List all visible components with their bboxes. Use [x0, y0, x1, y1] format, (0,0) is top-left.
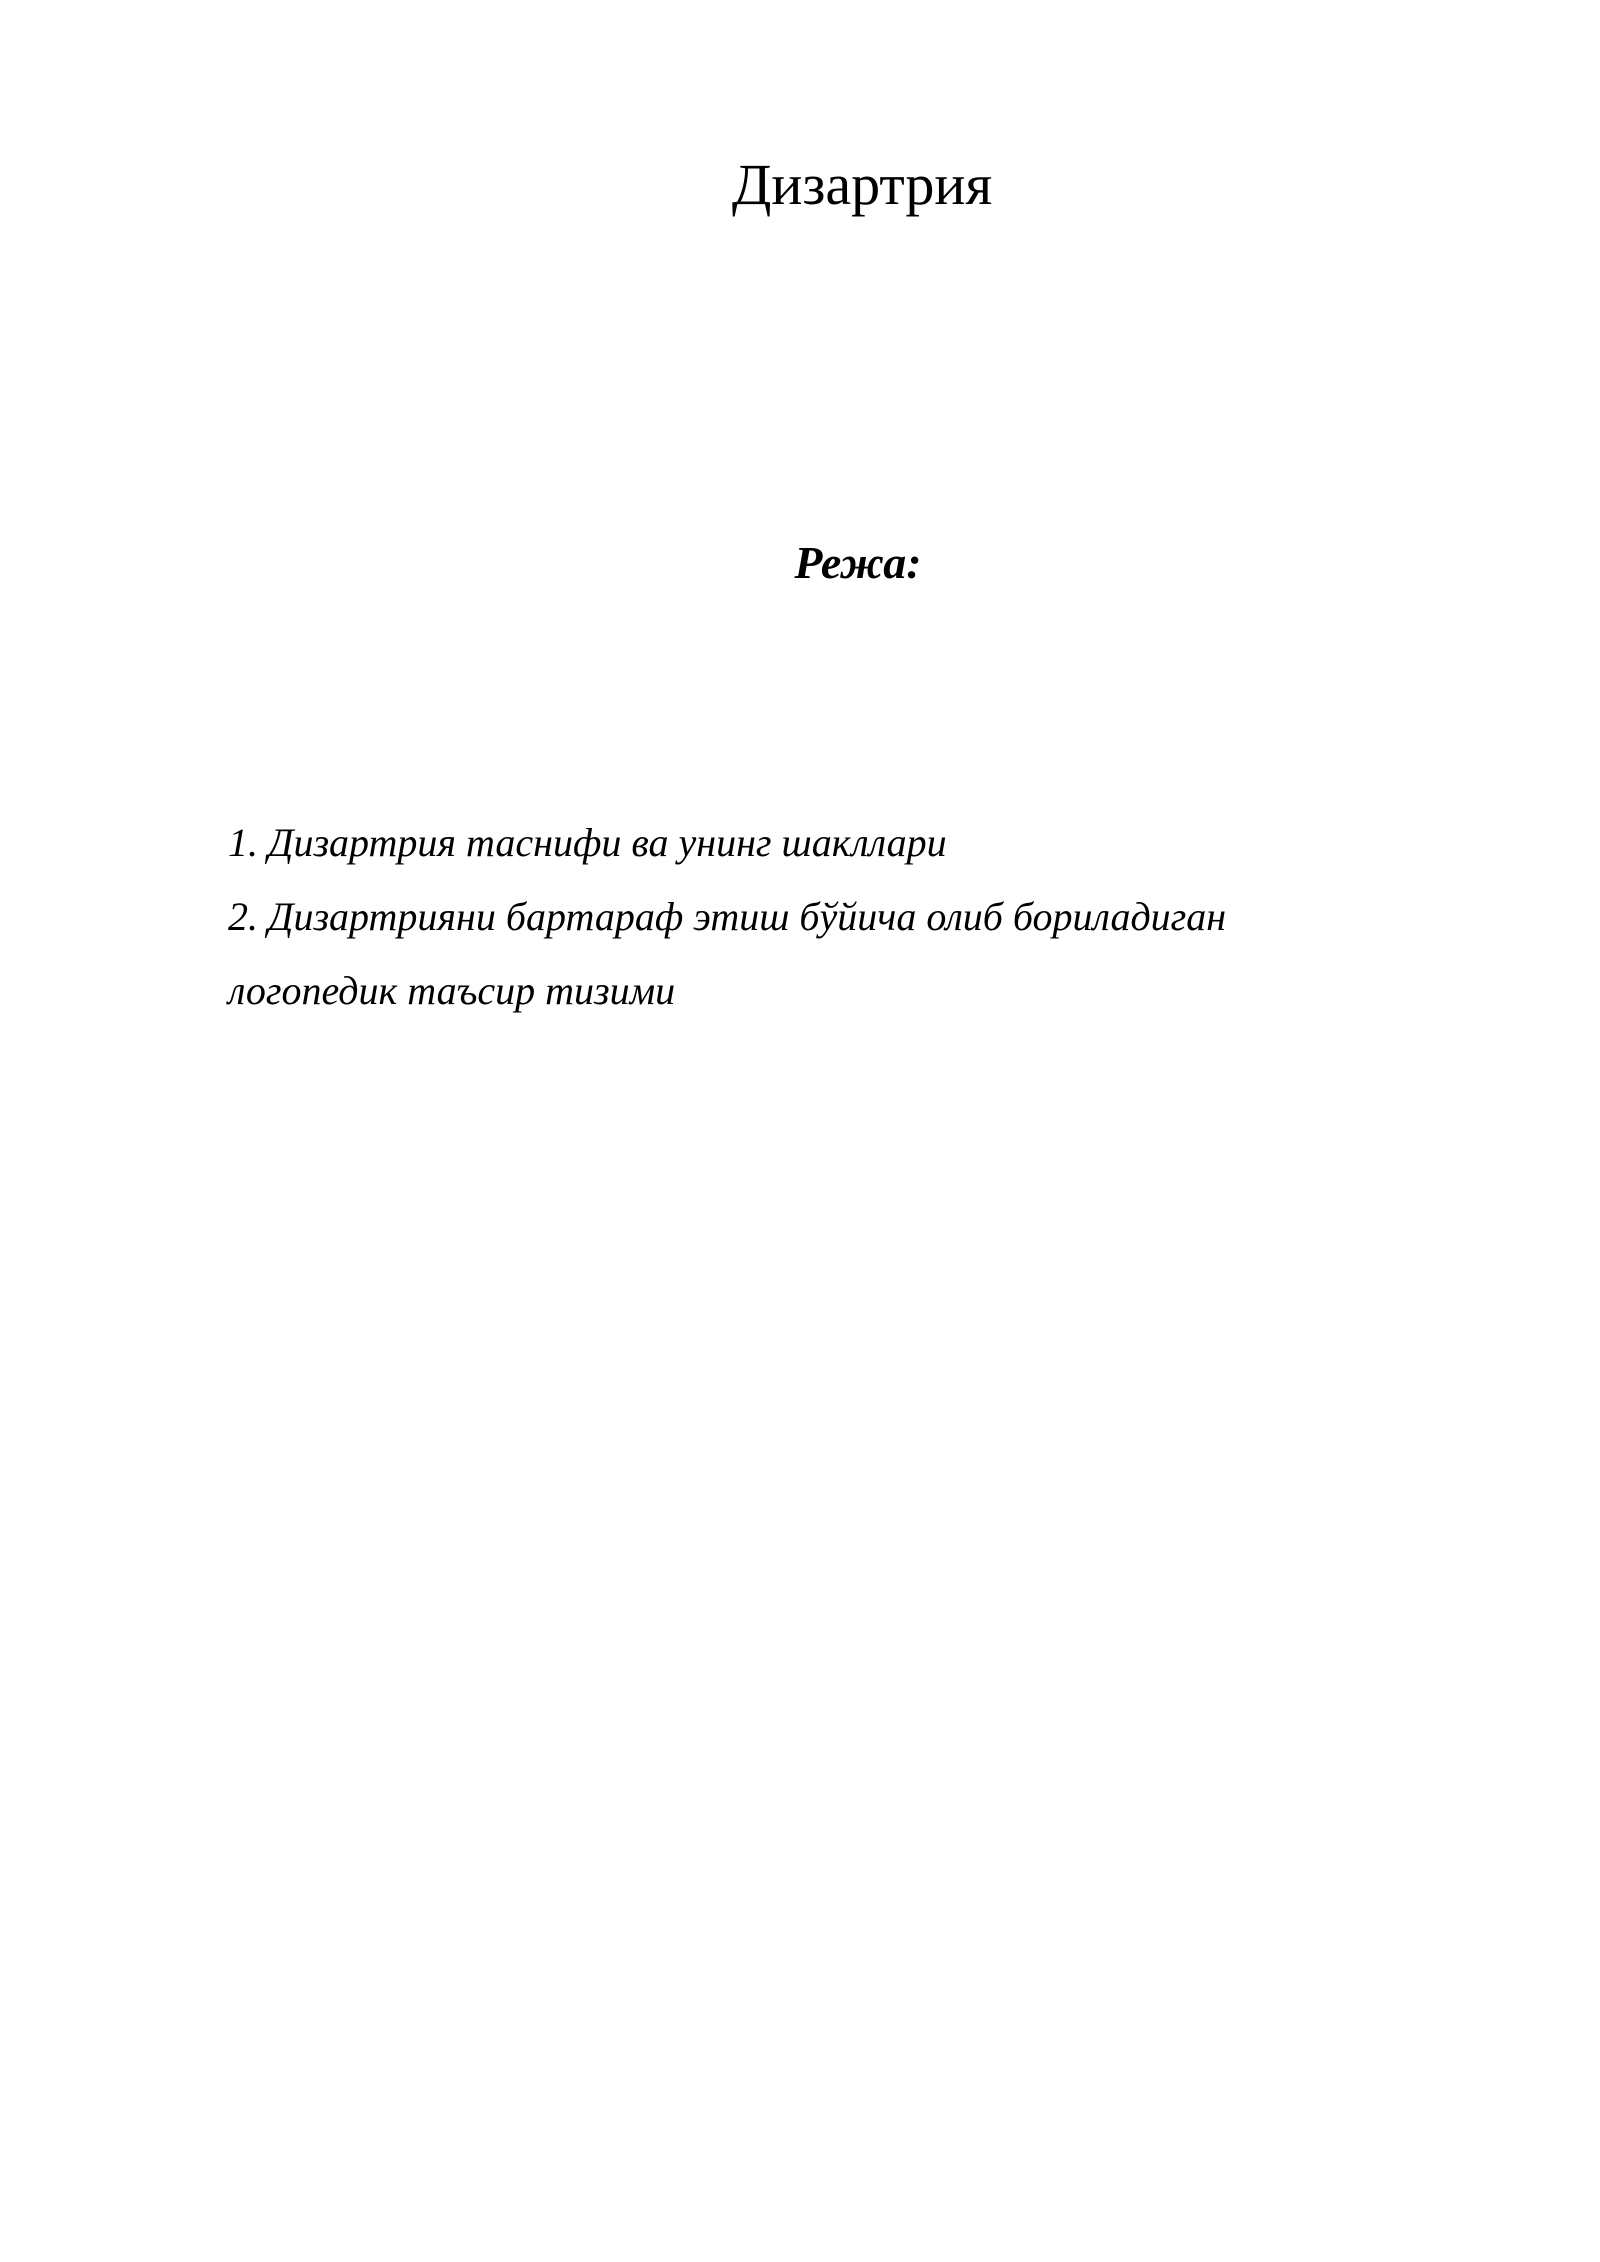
plan-item-2 — [228, 880, 1428, 954]
plan-item-number: 1. — [228, 820, 258, 865]
document-title: Дизартрия — [731, 152, 993, 217]
plan-heading: Режа: — [794, 537, 922, 588]
plan-item-number: 2. — [228, 894, 258, 939]
plan-item-1 — [228, 806, 1428, 880]
plan-item-text: Дизартрияни бартараф этиш бўйича олиб бориладиган — [268, 894, 1227, 939]
plan-list — [228, 806, 1428, 1028]
plan-item-text: логопедик таъсир тизими — [228, 968, 676, 1013]
plan-item-2-continuation — [228, 954, 1428, 1028]
plan-item-text: Дизартрия таснифи ва унинг шакллари — [268, 820, 947, 865]
